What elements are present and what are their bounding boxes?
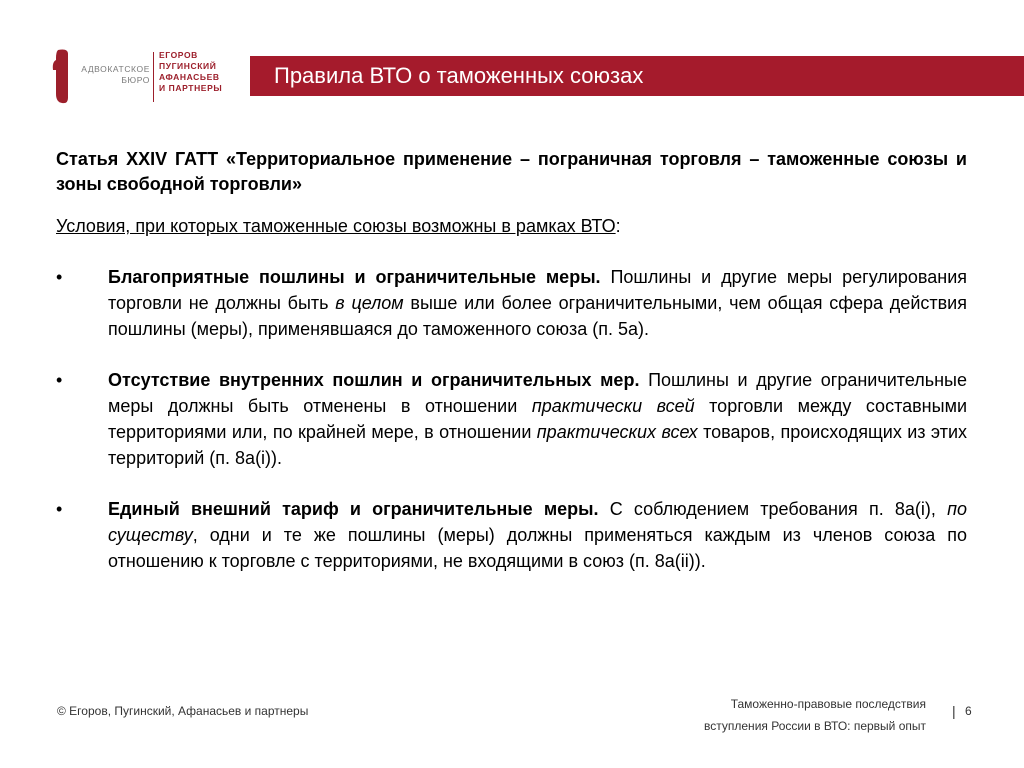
- bullet-text: Пошлины и другие меры регулирования торговли не должны быть: [108, 267, 967, 313]
- page-number: 6: [965, 704, 972, 718]
- slide-body: [56, 147, 967, 599]
- logo-divider: [153, 52, 154, 102]
- conditions-label: Условия, при которых таможенные союзы возможны в рамках ВТО: [56, 216, 616, 236]
- bullet-emphasis: в целом: [335, 293, 404, 313]
- bullet-emphasis: практических всех: [536, 422, 698, 442]
- bullet-icon: •: [56, 370, 63, 390]
- footer-copyright: © Егоров, Пугинский, Афанасьев и партнеры: [57, 704, 309, 718]
- logo-text-partners: ЕГОРОВ ПУГИНСКИЙ АФАНАСЬЕВ И ПАРТНЕРЫ: [159, 50, 223, 93]
- bullet-emphasis: практически всей: [531, 396, 695, 416]
- bullet-text: товаров, происходящих из этих территорий (п. 8а(i)).: [108, 422, 967, 468]
- slide-title: Правила ВТО о таможенных союзах: [250, 56, 1024, 96]
- conditions-colon: :: [615, 216, 621, 236]
- conditions-line: [56, 214, 967, 239]
- conditions-list: [56, 264, 967, 574]
- bullet-heading: Благоприятные пошлины и ограничительные меры.: [108, 267, 601, 287]
- firm-logo: [52, 48, 232, 104]
- bullet-text: , одни и те же пошлины (меры) должны применяться каждым из членов союза по отношению к торговле с территориями, не входящими в союз (п. 8а(ii)).: [108, 525, 967, 571]
- bullet-icon: •: [56, 267, 63, 287]
- logo-text-bureau: АДВОКАТСКОЕ БЮРО: [81, 64, 150, 85]
- bullet-emphasis: по существу: [108, 499, 967, 545]
- bullet-heading: Единый внешний тариф и ограничительные меры.: [108, 499, 599, 519]
- article-heading: Статья XXIV ГАТТ «Территориальное применение – пограничная торговля – таможенные союзы и зоны свободной торговли»: [56, 149, 967, 194]
- bullet-text: С соблюдением требования п. 8а(i),: [598, 499, 948, 519]
- bullet-text: Пошлины и другие ограничительные меры должны быть отменены в отношении: [108, 370, 968, 416]
- logo-mark-icon: [52, 48, 72, 104]
- bullet-text: выше или более ограничительными, чем общая сфера действия пошлины (меры), применявшаяся до таможенного союза (п. 5а).: [108, 293, 967, 339]
- list-item: [56, 367, 967, 471]
- bullet-icon: •: [56, 499, 63, 519]
- list-item: [56, 496, 967, 574]
- footer-separator: |: [952, 703, 956, 719]
- footer-presentation-title: Таможенно-правовые последствия вступления России в ВТО: первый опыт: [704, 697, 926, 733]
- bullet-heading: Отсутствие внутренних пошлин и ограничительных мер.: [108, 370, 640, 390]
- list-item: [56, 264, 967, 342]
- bullet-text: торговли между составными территориями или, по крайней мере, в отношении: [108, 396, 967, 442]
